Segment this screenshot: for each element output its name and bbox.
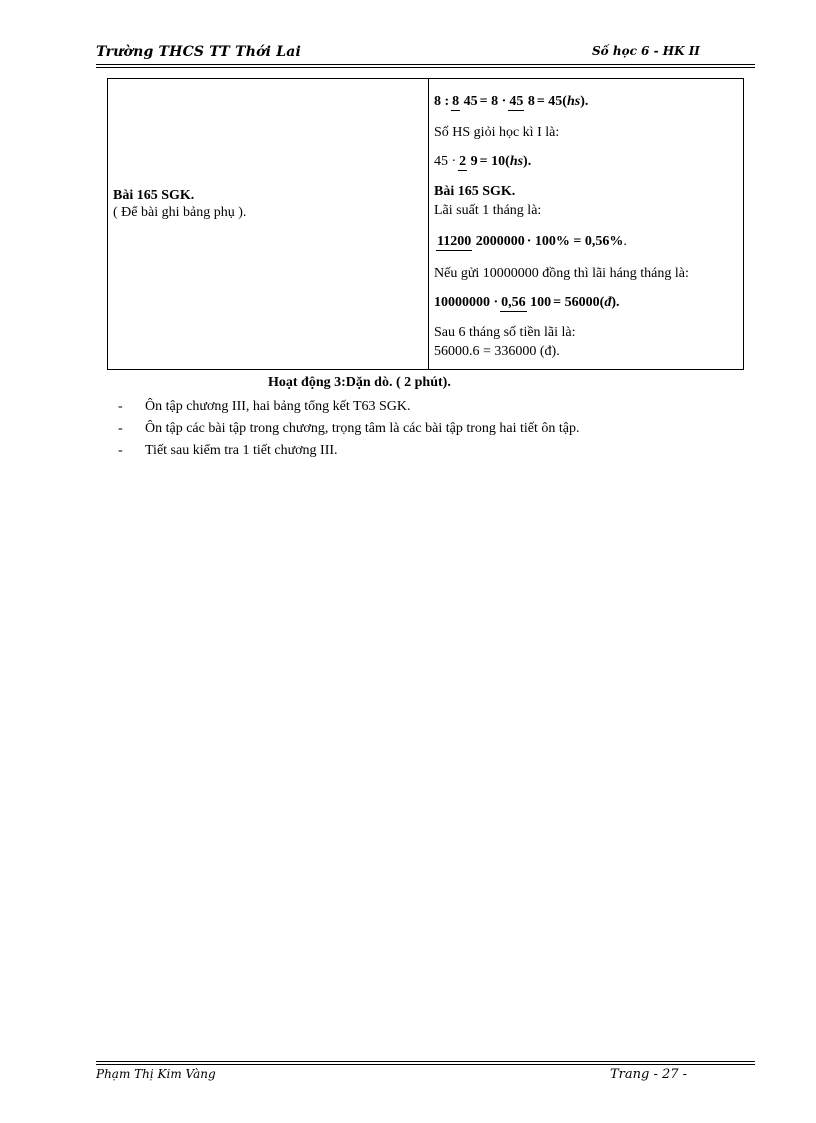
header-school: Trường THCS TT Thới Lai xyxy=(96,44,302,60)
eq4-part-a: 10000000 · xyxy=(434,295,499,310)
list-item-text: Ôn tập các bài tập trong chương, trọng tâm là các bài tập trong hai tiết ôn tập. xyxy=(145,421,580,436)
eq3-denominator: 2000000 xyxy=(475,233,525,249)
homework-list xyxy=(118,396,579,462)
eq4-fraction xyxy=(500,295,551,312)
eq1-unit: hs xyxy=(566,94,581,109)
eq1-f2-denominator: 8 xyxy=(527,93,535,109)
eq1-f1-denominator: 45 xyxy=(463,93,478,109)
list-item xyxy=(118,440,579,462)
eq1-f1-numerator: 8 xyxy=(452,93,460,109)
eq4-unit: đ xyxy=(604,295,612,310)
eq2-unit: hs xyxy=(509,154,524,169)
exercise-title-2: Bài 165 SGK. xyxy=(434,184,516,199)
header-subject: Số học 6 - HK II xyxy=(592,44,700,58)
header-rule-top xyxy=(96,64,755,65)
eq4-numerator: 0,56 xyxy=(501,294,526,310)
eq2-part-c: = 10( xyxy=(479,154,510,169)
eq2-end: ). xyxy=(523,154,532,169)
eq3-numerator: 11200 xyxy=(437,233,472,249)
eq1-part-c: = 45( xyxy=(536,94,567,109)
eq4-end: ). xyxy=(611,295,620,310)
left-cell xyxy=(113,187,246,221)
list-item-text: Ôn tập chương III, hai bảng tổng kết T63 SGK. xyxy=(145,399,411,414)
eq4-part-c: = 56000( xyxy=(553,295,605,310)
right-cell xyxy=(434,81,744,361)
six-month-interest-result: 56000.6 = 336000 (đ). xyxy=(434,344,560,359)
footer-author: Phạm Thị Kim Vàng xyxy=(96,1067,216,1081)
eq2-part-a: 45 · xyxy=(434,154,457,169)
equation-interest-rate xyxy=(434,220,744,264)
equation-total-students xyxy=(434,81,744,123)
list-dash: - xyxy=(118,421,123,436)
good-students-label: Số HS giỏi học kì I là: xyxy=(434,125,560,140)
list-item xyxy=(118,396,579,418)
table-column-divider xyxy=(428,79,429,369)
footer-page-number: Trang - 27 - xyxy=(610,1067,688,1082)
six-month-interest-label: Sau 6 tháng số tiền lãi là: xyxy=(434,325,576,340)
footer-rule-top xyxy=(96,1061,755,1062)
equation-good-students xyxy=(434,142,744,182)
list-dash: - xyxy=(118,443,123,458)
eq3-end: . xyxy=(623,234,627,249)
eq1-end: ). xyxy=(580,94,589,109)
eq1-part-a: 8 : xyxy=(434,94,450,109)
eq3-part-c: · 100% = 0,56% xyxy=(526,234,624,249)
eq1-fraction-2 xyxy=(508,94,535,111)
header-rule-bottom xyxy=(96,67,755,68)
eq1-f2-numerator: 45 xyxy=(509,93,524,109)
eq1-part-b: = 8 · xyxy=(479,94,507,109)
eq2-fraction xyxy=(458,154,478,171)
list-item xyxy=(118,418,579,440)
equation-monthly-interest xyxy=(434,283,744,323)
activity-heading: Hoạt động 3:Dặn dò. ( 2 phút). xyxy=(268,375,451,390)
monthly-interest-label: Lãi suất 1 tháng là: xyxy=(434,203,542,218)
eq2-numerator: 2 xyxy=(459,153,467,169)
exercise-note: ( Để bài ghi bảng phụ ). xyxy=(113,205,247,220)
deposit-interest-label: Nếu gửi 10000000 đồng thì lãi háng tháng là: xyxy=(434,266,689,281)
exercise-title: Bài 165 SGK. xyxy=(113,188,195,203)
eq2-denominator: 9 xyxy=(470,153,478,169)
eq3-fraction xyxy=(436,234,525,251)
eq1-fraction-1 xyxy=(451,94,478,111)
lesson-table xyxy=(107,78,744,370)
list-dash: - xyxy=(118,399,123,414)
footer-rule-bottom xyxy=(96,1064,755,1065)
eq4-denominator: 100 xyxy=(530,294,552,310)
list-item-text: Tiết sau kiểm tra 1 tiết chương III. xyxy=(145,443,338,458)
